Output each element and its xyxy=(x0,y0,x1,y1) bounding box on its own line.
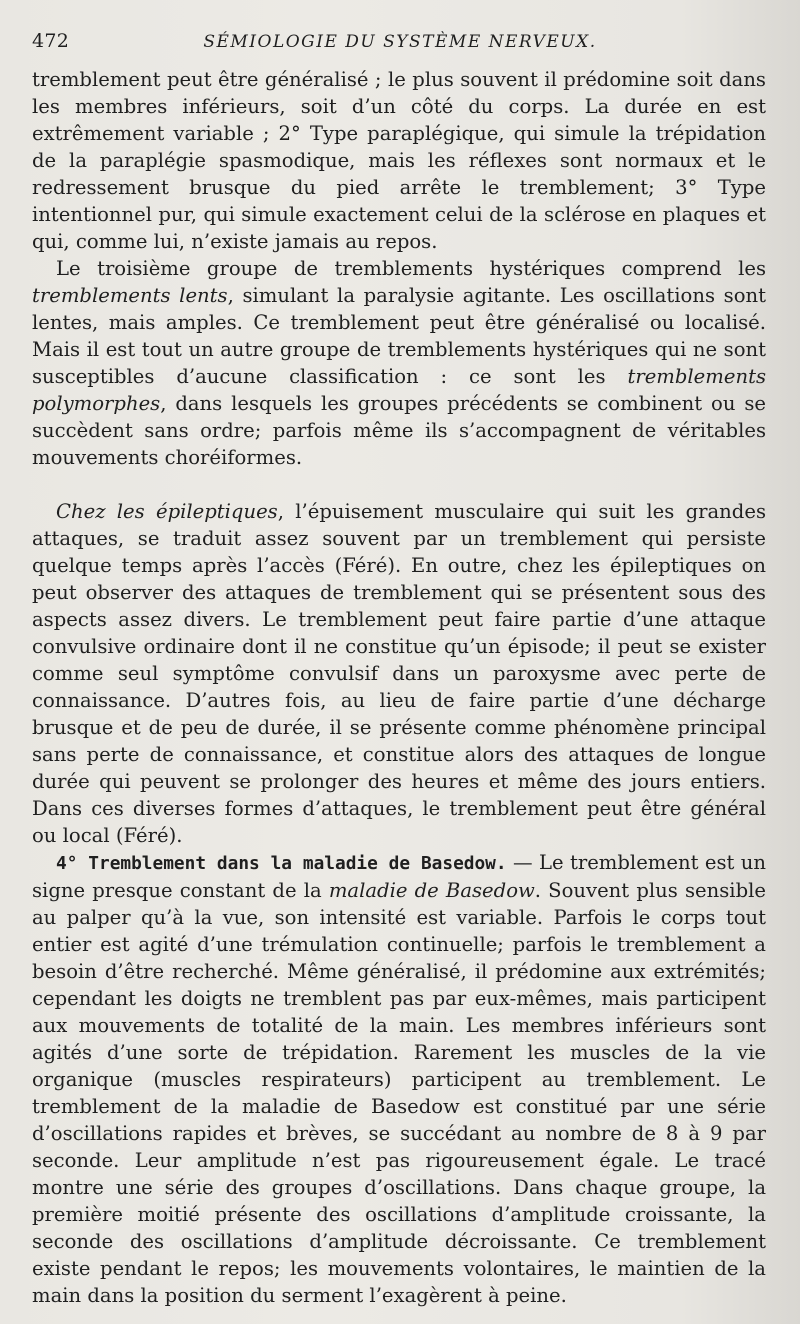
italic-term: tremblements lents xyxy=(32,284,228,307)
text-run: , dans lesquels les groupes précédents se combinent ou se succèdent sans ordre; parfois même ils s’accompagnent de véritables mouvements choréiformes. xyxy=(32,392,766,469)
page-number: 472 xyxy=(32,30,70,52)
italic-term: maladie de Basedow xyxy=(328,879,535,902)
text-run: . Souvent plus sensible au palper qu’à la vue, son intensité est variable. Parfois le corps tout entier est agité d’une trémulation continuelle; parfois le tremblement a besoin d’être recherché. Même généralisé, il prédomine aux extrémités; cependant les doigts ne tremblent pas par eux-mêmes, mais participent aux mouvements de totalité de la main. Les membres inférieurs sont agités d’une sorte de trépidation. Rarement les muscles de la vie organique (muscles respirateurs) participent au tremblement. Le tremblement de la maladie de Basedow est constitué par une série d’oscillations rapides et brèves, se succédant au nombre de 8 à 9 par seconde. Leur amplitude n’est pas rigoureusement égale. Le tracé montre une série des groupes d’oscillations. Dans chaque groupe, la première moitié présente des oscillations d’amplitude croissante, la seconde des oscillations d’amplitude décroissante. Ce tremblement existe pendant le repos; les mouvements volontaires, le maintien de la main dans la position du serment l’exagèrent à peine. xyxy=(32,879,766,1307)
text-run: — Le tremblement est un signe presque constant de la xyxy=(32,851,766,902)
section-heading: 4° Tremblement dans la maladie de Basedow. xyxy=(56,853,507,874)
body-text xyxy=(32,66,766,1309)
text-run: Le troisième groupe de tremblements hystériques comprend les xyxy=(56,257,766,280)
italic-term: tremblements polymorphes xyxy=(32,365,766,415)
text-run: , l’épuisement musculaire qui suit les grandes attaques, se traduit assez souvent par un tremblement qui persiste quelque temps après l’accès (Féré). En outre, chez les épileptiques on peut observer des attaques de tremblement qui se présentent sous des aspects assez divers. Le tremblement peut faire partie d’une attaque convulsive ordinaire dont il ne constitue qu’un épisode; il peut se exister comme seul symptôme convulsif dans un paroxysme avec perte de connaissance. D’autres fois, au lieu de faire partie d’une décharge brusque et de peu de durée, il se présente comme phénomène principal sans perte de connaissance, et constitue alors des attaques de longue durée qui peuvent se prolonger des heures et même des jours entiers. Dans ces diverses formes d’attaques, le tremblement peut être général ou local (Féré). xyxy=(32,500,766,847)
paragraph-basedow xyxy=(32,849,766,1309)
italic-term: Chez les épileptiques xyxy=(56,500,278,523)
paragraph-hysteric-tremors xyxy=(32,255,766,471)
running-title: SÉMIOLOGIE DU SYSTÈME NERVEUX. xyxy=(203,32,597,52)
paragraph-epileptics xyxy=(32,498,766,849)
page-header xyxy=(32,30,768,56)
paragraph-continuation: tremblement peut être généralisé ; le plus souvent il prédomine soit dans les membres inférieurs, soit d’un côté du corps. La durée en est extrêmement variable ; 2° Type paraplégique, qui simule la trépidation de la paraplégie spasmodique, mais les réflexes sont normaux et le redressement brusque du pied arrête le tremblement; 3° Type intentionnel pur, qui simule exactement celui de la sclérose en plaques et qui, comme lui, n’existe jamais au repos. xyxy=(32,68,766,253)
text-run: , simulant la paralysie agitante. Les oscillations sont lentes, mais amples. Ce tremblement peut être généralisé ou localisé. Mais il est tout un autre groupe de tremblements hystériques qui ne sont susceptibles d’aucune classification : ce sont les xyxy=(32,284,766,388)
